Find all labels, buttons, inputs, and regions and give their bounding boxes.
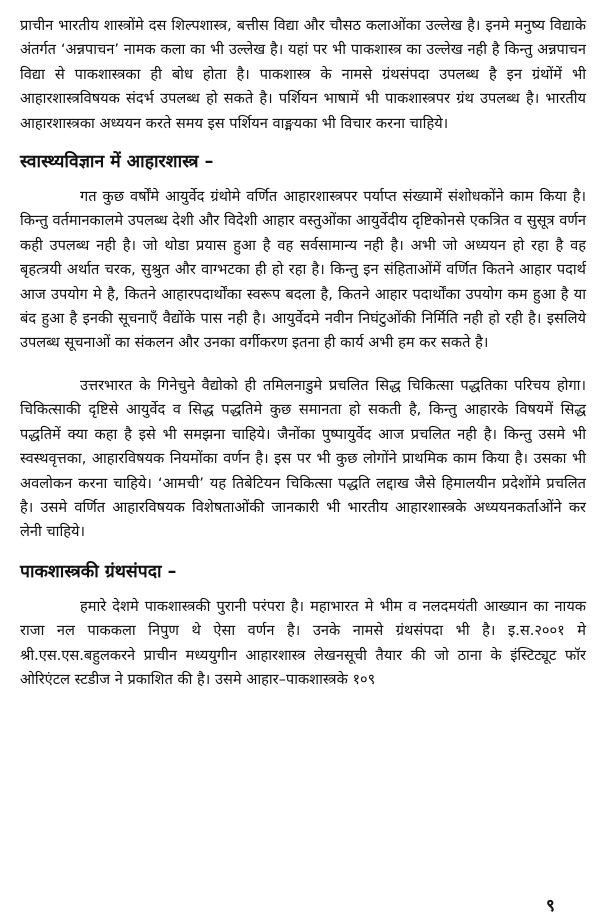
section-heading-cookery-literature: पाकशास्त्रकी ग्रंथसंपदा – [20,561,177,582]
paragraph-siddha-system: उत्तरभारत के गिनेचुने वैद्योको ही तमिलनाडुमे प्रचलित सिद्ध चिकित्सा पद्धतिका परिचय होगा। चिकित्साकी दृष्टिसे आयुर्वेद व सिद्ध पद्धतिमे कुछ समानता हो सकती है, किन्तु आहारके विषयमें सिद्ध पद्धतिमें क्या कहा है इसे भी समझना चाहिये। जैनोंका पुष्पायुर्वेद आज प्रचलित नही है। किन्तु उसमे भी स्वस्थवृत्तका, आहारविषयक नियमोंका वर्णन है। इस पर भी कुछ लोगोंने प्राथमिक काम किया है। उसका भी अवलोकन करना चाहिये। ‘आमची’ यह तिबेटियन चिकित्सा पद्धति लद्दाख जैसे हिमालयीन प्रदेशोंमे प्रचलित है। उसमे वर्णित आहारविषयक विशेषताओंकी जानकारी भी भारतीय आहारशास्त्रके अध्ययनकर्ताओंने कर लेनी चाहिये। [20,376,586,541]
paragraph-cookery-tradition: हमारे देशमे पाकशास्त्रकी पुरानी परंपरा है। महाभारत मे भीम व नलदमयंती आख्यान का नायक राजा नल पाककला निपुण थे ऐसा वर्णन है। उनके नामसे ग्रंथसंपदा भी है। इ.स.२००१ मे श्री.एस.एस.बहुलकरने प्राचीन मध्ययुगीन आहारशास्त्र लेखनसूची तैयार की जो ठाना के इंस्टिट्यूट फॉर ओरिएंटल स्टडीज ने प्रकाशित की है। उसमे आहार–पाकशास्त्रके १०९ [20,597,586,688]
section-heading-health-science: स्वास्थ्यविज्ञान में आहारशास्त्र – [20,152,214,173]
page-number: ९ [546,896,555,916]
paragraph-ayurveda-research: गत कुछ वर्षोंमे आयुर्वेद ग्रंथोमे वर्णित आहारशास्त्रपर पर्याप्त संख्यामें संशोधकोंने काम किया है। किन्तु वर्तमानकालमे उपलब्ध देशी और विदेशी आहार वस्तुओंका आयुर्वेदीय दृष्टिकोनसे एकत्रित व सुसूत्र वर्णन कही उपलब्ध नही है। जो थोडा प्रयास हुआ है वह सर्वसामान्य नही है। अभी जो अध्ययन हो रहा है वह बृहत्त्रयी अर्थात चरक, सुश्रुत और वाग्भटका ही हो रहा है। किन्तु इन संहिताओंमें वर्णित कितने आहार पदार्थ आज उपयोग मे है, कितने आहारपदार्थोंका स्वरूप बदला है, कितने आहार पदार्थोंका उपयोग कम हुआ है या बंद हुआ है इनकी सूचनाएँ वैद्योंके पास नही है। आयुर्वेदमे नवीन निघंटुओंकी निर्मिति नही हो रही है। इसलिये उपलब्ध सूचनाओं का संकलन और उनका वर्गीकरण इतना ही कार्य अभी हम कर सकते है। [20,188,586,352]
paragraph-intro: प्राचीन भारतीय शास्त्रोंमे दस शिल्पशास्त्र, बत्तीस विद्या और चौसठ कलाओंका उल्लेख है। इनमे मनुष्य विद्याके अंतर्गत ‘अन्नपाचन’ नामक कला का भी उल्लेख है। यहां पर भी पाकशास्त्र का उल्लेख नही है किन्तु अन्नपाचन विद्या से पाकशास्त्रका ही बोध होता है। पाकशास्त्र के नामसे ग्रंथसंपदा उपलब्ध है इन ग्रंथोंमें भी आहारशास्त्रविषयक संदर्भ उपलब्ध हो सकते है। पर्शियन भाषामें भी पाकशास्त्रपर ग्रंथ उपलब्ध है। भारतीय आहारशास्त्रका अध्ययन करते समय इस पर्शियन वाङ्मयका भी विचार करना चाहिये। [20,17,586,132]
document-page [20,14,586,692]
